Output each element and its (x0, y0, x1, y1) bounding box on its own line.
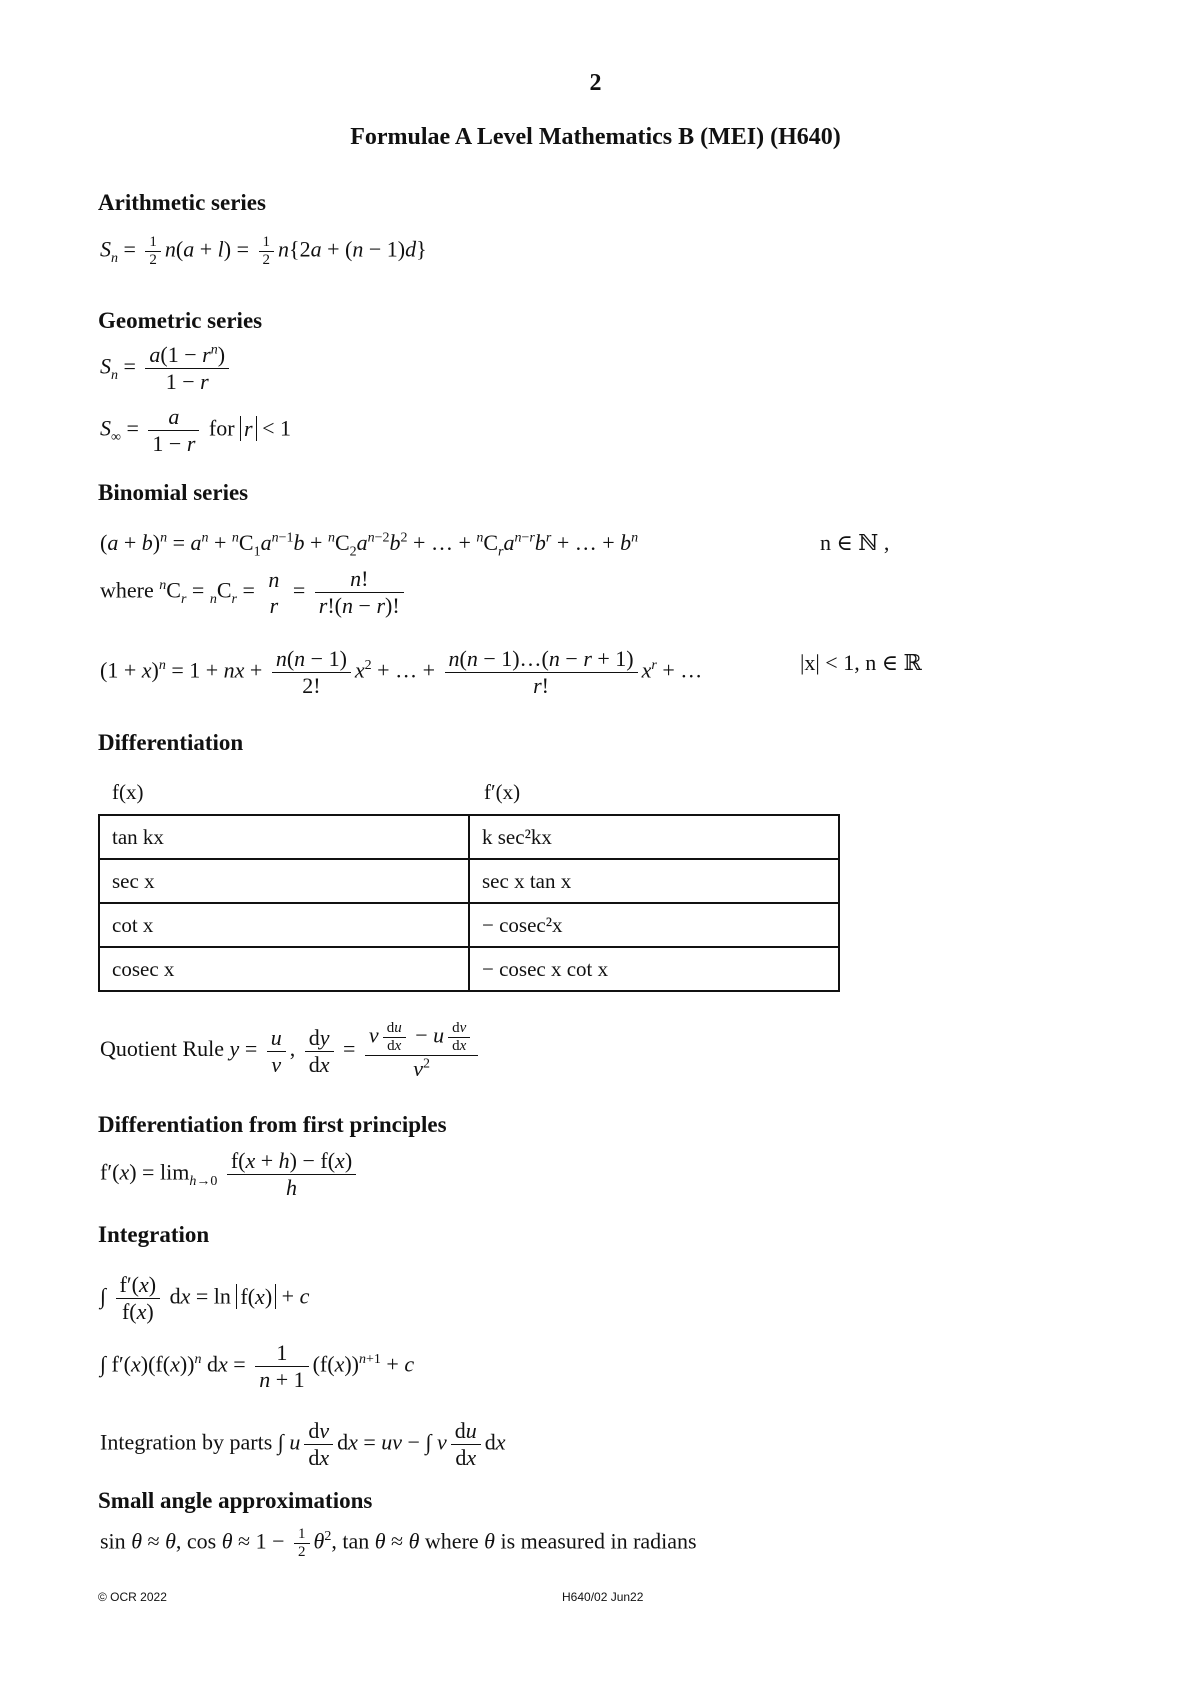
binomial-coefficient-formula: where $^nC_r = _nC_r$ = n r = $\frac{n!}{r!(n - r)!}$ (100, 566, 408, 619)
table-cell-fprime: k sec²kx (469, 815, 839, 859)
table-cell-f: sec x (99, 859, 469, 903)
table-row (99, 947, 839, 991)
column-fprime: f′(x) (484, 780, 521, 804)
derivatives-table (98, 814, 840, 992)
integration-log-formula: ∫ $\frac{f'(x)}{f(x)}$ dx = ln f(x) + c (100, 1272, 310, 1324)
by-parts-label: Integration by parts (100, 1429, 273, 1455)
binomial-domain-natural: n ∈ ℕ , (820, 530, 890, 555)
page-number: 2 (589, 70, 602, 96)
where-text: where (424, 1528, 479, 1554)
binomial-general-formula: $(1 + x)^n = 1$ + nx + $\frac{n(n - 1)}{2!}$ $x^2$ + … + $\frac{n(n - 1)\dots(n - r + 1)}{r!}$ $x^r$ + … (100, 646, 703, 698)
arithmetic-heading: Arithmetic series (98, 190, 266, 215)
integration-by-parts: Integration by parts ∫ u $\frac{dv}{dx}$ dx = uv − ∫ v $\frac{du}{dx}$ dx (100, 1418, 506, 1470)
footer-code: H640/02 Jun22 (562, 1590, 644, 1604)
radians-text: is measured in radians (500, 1528, 697, 1554)
column-f: f(x) (112, 780, 144, 804)
table-row (99, 903, 839, 947)
geometric-heading: Geometric series (98, 308, 263, 333)
quotient-rule: Quotient Rule y = $\frac{u}{v}$ , $\frac{dy}{dx}$ = v $\frac{du}{dx}$ − u $\frac{dv}{dx}$ $v^2$ (100, 1020, 482, 1082)
table-cell-f: tan kx (99, 815, 469, 859)
differentiation-heading: Differentiation (98, 730, 244, 755)
binomial-domain-real: |x| < 1, n ∈ ℝ (800, 650, 922, 675)
first-principles-heading: Differentiation from first principles (98, 1112, 447, 1137)
small-angle-formula: sin θ ≈ θ, cos θ ≈ 1 − $\frac{1}{2}$ $\theta^2$, tan θ ≈ θ where θ is measured in radians (100, 1526, 697, 1560)
quotient-rule-label: Quotient Rule (100, 1036, 225, 1062)
table-cell-fprime: − cosec x cot x (469, 947, 839, 991)
condition-value: 1 (280, 415, 292, 441)
geometric-sum-formula: $S_n$ = $\frac{a(1 - r^n)}{1 - r}$ (100, 342, 233, 395)
table-row (99, 859, 839, 903)
table-cell-f: cot x (99, 903, 469, 947)
table-row (99, 815, 839, 859)
table-cell-fprime: sec x tan x (469, 859, 839, 903)
integration-heading: Integration (98, 1222, 210, 1247)
integration-power-formula: ∫ $f'(x)(f(x))^n$ dx = $\frac{1}{n + 1}$ $(f(x))^{n+1} + c$ (100, 1340, 415, 1392)
for-label: for (208, 415, 235, 441)
footer-copyright: © OCR 2022 (98, 1590, 167, 1604)
first-principles-formula: $f'(x) = \lim_{h\to 0}$ $\frac{f(x + h) - f(x)}{h}$ (100, 1148, 360, 1201)
arithmetic-formula: $S_n$ = $\frac{1}{2}$ n(a + l) = $\frac{1}{2}$ n{2a + (n − 1)d} (100, 234, 427, 268)
geometric-infinite-formula: $S_\infty$ = $\frac{a}{1 - r}$ for r < 1 (100, 404, 292, 456)
binomial-heading: Binomial series (98, 480, 249, 505)
table-cell-f: cosec x (99, 947, 469, 991)
where-label: where (100, 577, 154, 603)
binomial-expansion-formula: $(a + b)^n = a^n + ^nC_1a^{n-1}b + ^nC_2a^{n-2}b^2$ + … + $^nC_ra^{n-r}b^r$ + … + $b^n$ (100, 530, 639, 560)
small-angle-heading: Small angle approximations (98, 1488, 373, 1513)
page-title: Formulae A Level Mathematics B (MEI) (H640) (350, 124, 841, 150)
table-cell-fprime: − cosec²x (469, 903, 839, 947)
